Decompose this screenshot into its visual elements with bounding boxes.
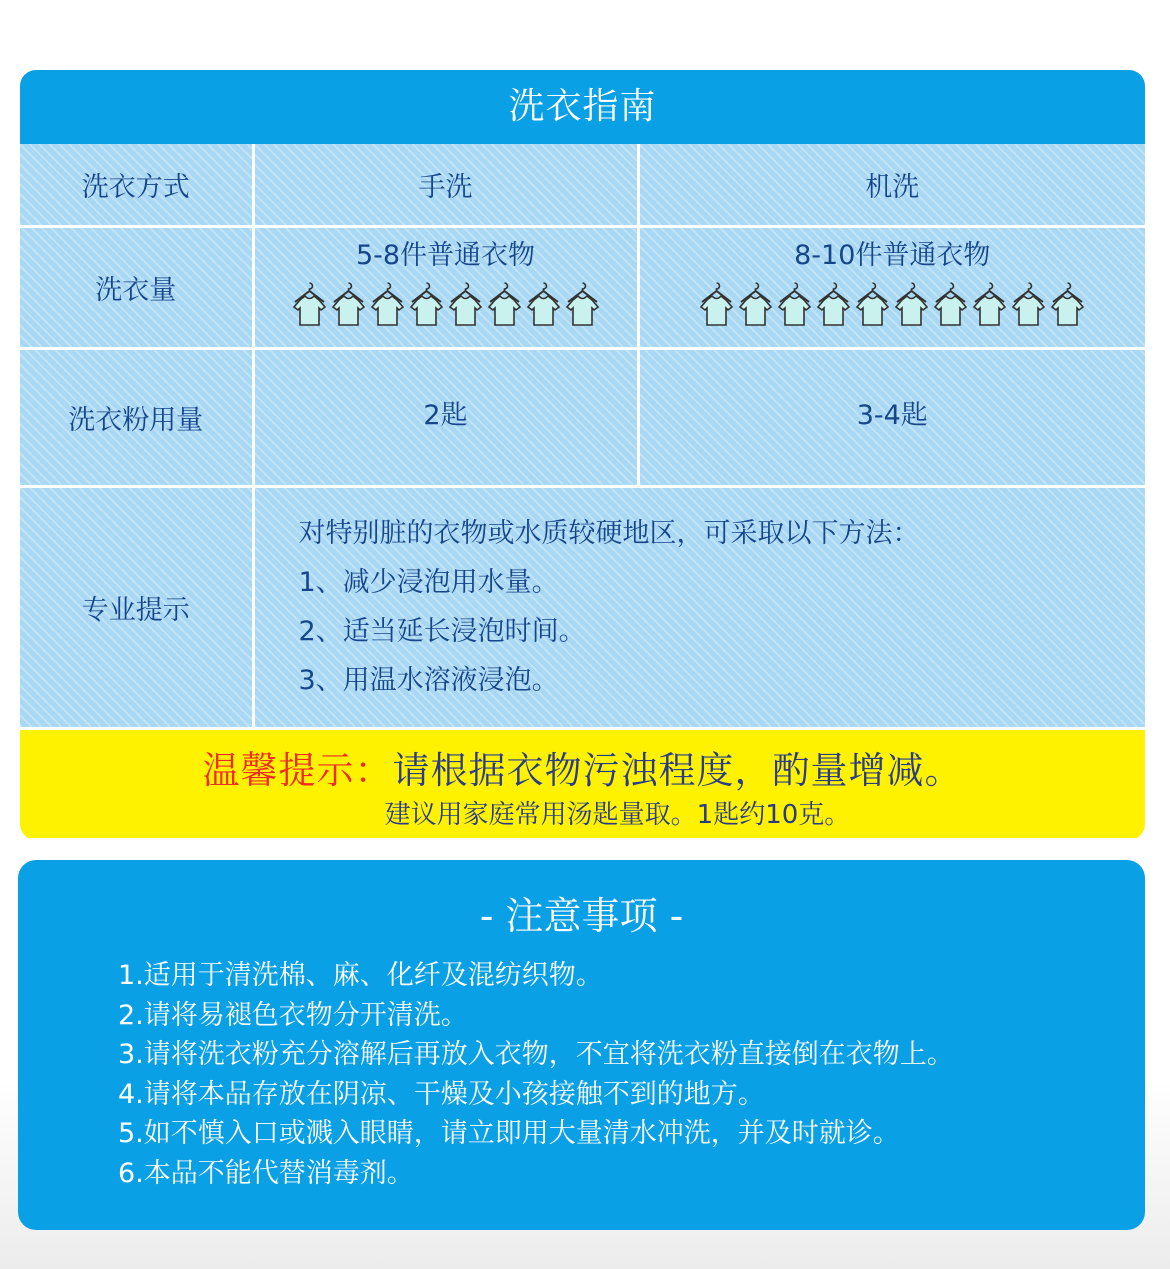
machine-powder-cell bbox=[638, 348, 1145, 486]
machine-amount-text: 8-10件普通衣物 bbox=[794, 240, 991, 271]
note-item: 4.请将本品存放在阴凉、干燥及小孩接触不到的地方。 bbox=[118, 1078, 765, 1110]
shirt-on-hanger-icon bbox=[776, 280, 813, 328]
notes-panel bbox=[18, 860, 1145, 1230]
hand-shirt-icons bbox=[291, 280, 601, 328]
warm-tip-banner bbox=[20, 730, 1145, 838]
tips-line: 2、适当延长浸泡时间。 bbox=[298, 616, 586, 647]
powder-row bbox=[20, 348, 1145, 486]
shirt-on-hanger-icon bbox=[893, 280, 930, 328]
shirt-on-hanger-icon bbox=[525, 280, 562, 328]
warm-tip-line bbox=[20, 740, 1145, 794]
shirt-on-hanger-icon bbox=[408, 280, 445, 328]
notes-list bbox=[18, 956, 1145, 1193]
shirt-on-hanger-icon bbox=[932, 280, 969, 328]
tips-line: 对特别脏的衣物或水质较硬地区，可采取以下方法： bbox=[298, 518, 920, 549]
shirt-on-hanger-icon bbox=[854, 280, 891, 328]
tips-content bbox=[253, 486, 1145, 728]
shirt-on-hanger-icon bbox=[815, 280, 852, 328]
guide-table bbox=[20, 144, 1145, 730]
note-item: 5.如不慎入口或溅入眼睛，请立即用大量清水冲洗，并及时就诊。 bbox=[118, 1118, 900, 1149]
note-item: 6.本品不能代替消毒剂。 bbox=[118, 1157, 414, 1189]
tips-line: 1、减少浸泡用水量。 bbox=[298, 567, 559, 598]
machine-shirt-icons bbox=[698, 280, 1086, 328]
note-item: 1.适用于清洗棉、麻、化纤及混纺织物。 bbox=[118, 960, 603, 991]
hand-powder-value: 2匙 bbox=[423, 399, 468, 431]
hand-wash-header: 手洗 bbox=[253, 144, 638, 226]
note-item: 3.请将洗衣粉充分溶解后再放入衣物，不宜将洗衣粉直接倒在衣物上。 bbox=[118, 1039, 954, 1070]
tips-line: 3、用温水溶液浸泡。 bbox=[298, 665, 559, 696]
amount-label: 洗衣量 bbox=[20, 226, 253, 348]
shirt-on-hanger-icon bbox=[447, 280, 484, 328]
tips-row bbox=[20, 486, 1145, 728]
hand-amount-cell bbox=[253, 226, 638, 348]
shirt-on-hanger-icon bbox=[971, 280, 1008, 328]
shirt-on-hanger-icon bbox=[291, 280, 328, 328]
tips-label: 专业提示 bbox=[20, 486, 253, 728]
amount-row bbox=[20, 226, 1145, 348]
hand-amount-text: 5-8件普通衣物 bbox=[355, 240, 536, 271]
method-row bbox=[20, 144, 1145, 226]
shirt-on-hanger-icon bbox=[564, 280, 601, 328]
shirt-on-hanger-icon bbox=[369, 280, 406, 328]
warm-tip-text: 请根据衣物污浊程度，酌量增减。 bbox=[392, 748, 963, 792]
shirt-on-hanger-icon bbox=[1049, 280, 1086, 328]
shirt-on-hanger-icon bbox=[486, 280, 523, 328]
shirt-on-hanger-icon bbox=[737, 280, 774, 328]
shirt-on-hanger-icon bbox=[330, 280, 367, 328]
warm-tip-sub: 建议用家庭常用汤匙量取。1匙约10克。 bbox=[384, 799, 851, 830]
machine-powder-value: 3-4匙 bbox=[856, 399, 928, 431]
shirt-on-hanger-icon bbox=[1010, 280, 1047, 328]
method-label: 洗衣方式 bbox=[20, 144, 253, 226]
machine-wash-header: 机洗 bbox=[638, 144, 1145, 226]
guide-title: 洗衣指南 bbox=[20, 70, 1145, 144]
hand-powder-cell bbox=[253, 348, 638, 486]
machine-amount-cell bbox=[638, 226, 1145, 348]
washing-guide-panel bbox=[20, 70, 1145, 840]
warm-tip-label: 温馨提示： bbox=[202, 748, 393, 792]
shirt-on-hanger-icon bbox=[698, 280, 735, 328]
notes-title: - 注意事项 - bbox=[479, 894, 684, 938]
note-item: 2.请将易褪色衣物分开清洗。 bbox=[118, 999, 468, 1031]
powder-label: 洗衣粉用量 bbox=[20, 348, 253, 486]
